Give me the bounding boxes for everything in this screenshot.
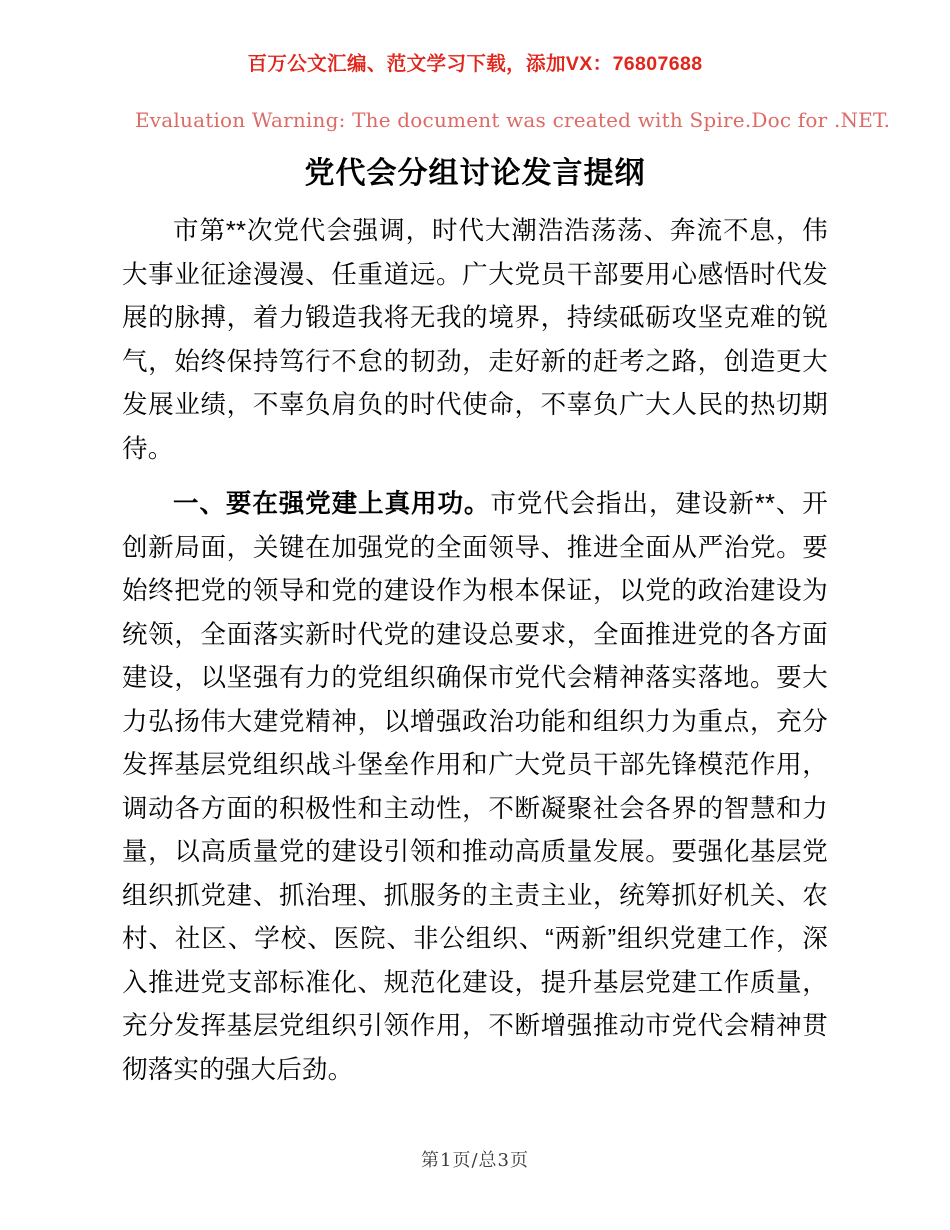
document-body (122, 152, 828, 1104)
paragraph-2-lead: 一、要在强党建上真用功。 (173, 490, 491, 518)
paragraph-1 (122, 210, 828, 471)
paragraph-1-text: 市第**次党代会强调，时代大潮浩浩荡荡、奔流不息，伟大事业征途漫漫、任重道远。广大党员干部要用心感悟时代发展的脉搏，着力锻造我将无我的境界，持续砥砺攻坚克难的锐气，始终保持笃行不怠的韧劲，走好新的赶考之路，创造更大发展业绩，不辜负肩负的时代使命，不辜负广大人民的热切期待。 (122, 217, 828, 463)
paragraph-2-text: 市党代会指出，建设新**、开创新局面，关键在加强党的全面领导、推进全面从严治党。要始终把党的领导和党的建设作为根本保证，以党的政治建设为统领，全面落实新时代党的建设总要求，全面推进党的各方面建设，以坚强有力的党组织确保市党代会精神落实落地。要大力弘扬伟大建党精神，以增强政治功能和组织力为重点，充分发挥基层党组织战斗堡垒作用和广大党员干部先锋模范作用，调动各方面的积极性和主动性，不断凝聚社会各界的智慧和力量，以高质量党的建设引领和推动高质量发展。要强化基层党组织抓党建、抓治理、抓服务的主责主业，统筹抓好机关、农村、社区、学校、医院、非公组织、“两新”组织党建工作，深入推进党支部标准化、规范化建设，提升基层党建工作质量，充分发挥基层党组织引领作用，不断增强推动市党代会精神贯彻落实的强大后劲。 (122, 490, 828, 1084)
evaluation-warning-text: Evaluation Warning: The document was created with Spire.Doc for .NET. (135, 108, 891, 132)
promo-watermark-text: 百万公文汇编、范文学习下载，添加VX：76807688 (247, 53, 703, 75)
paragraph-2 (122, 483, 828, 1092)
page-footer: 第1页/总3页 (421, 1150, 529, 1171)
page-title: 党代会分组讨论发言提纲 (304, 157, 646, 190)
